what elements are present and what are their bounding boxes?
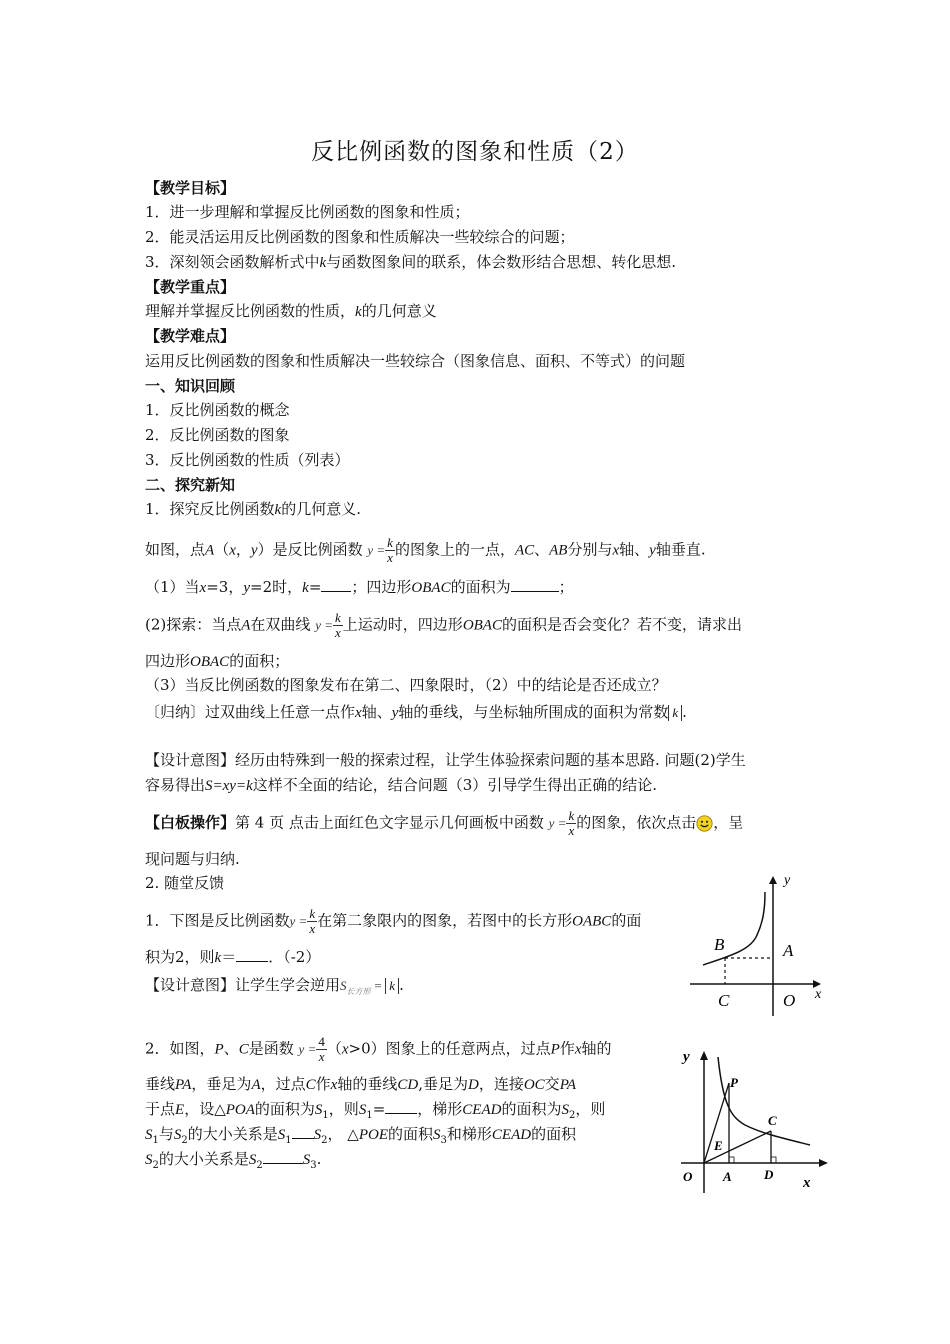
goal-2: 2．能灵活运用反比例函数的图象和性质解决一些较综合的问题； (145, 228, 575, 246)
hyperbola-curve (718, 1057, 810, 1145)
feedback-1-cont: 积为2，则k＝ ．（-2） (145, 948, 321, 966)
fraction-k-over-x: $\frac{k}{x}$ (568, 808, 575, 838)
difficulty-heading: 【教学难点】 (145, 327, 236, 345)
review-item-1: 1．反比例函数的概念 (145, 401, 290, 419)
fig1-label-c: C (718, 991, 730, 1010)
figure-rectangle-oabc (685, 870, 825, 1020)
feedback-2: 2．如图，P、C是函数 y = $\frac{4}{x}$ （x>0）图象上的任意两点，过点P作x轴的 (145, 1034, 612, 1064)
explore-heading: 二、探究新知 (145, 476, 236, 494)
page-title: 反比例函数的图象和性质（2） (311, 139, 639, 165)
figure-poa-cead (673, 1045, 833, 1195)
answer-blank[interactable] (321, 591, 351, 592)
feedback-heading: 2. 随堂反馈 (145, 874, 225, 892)
question-1: （1）当x=3，y=2时，k= ；四边形OBAC的面积为 ； (145, 578, 574, 596)
review-item-2: 2．反比例函数的图象 (145, 426, 290, 444)
question-2: (2)探索：当点A在双曲线 y = $\frac{k}{x}$ 上运动时，四边形OBAC的面积是否会变化？若不变，请求出 (145, 610, 742, 640)
question-3: （3）当反比例函数的图象发布在第二、四象限时，（2）中的结论是否还成立？ (145, 676, 667, 694)
feedback-2-line-3: 于点E，设△POA的面积为$S_1$，则$S_1=$ ，梯形CEAD的面积为$S_2$，则 (145, 1100, 606, 1121)
difficulty-text: 运用反比例函数的图象和性质解决一些较综合（图象信息、面积、不等式）的问题 (145, 352, 686, 370)
fraction-k-over-x: $\frac{k}{x}$ (387, 535, 393, 565)
fig1-label-a: A (783, 941, 794, 960)
feedback-2-line-4: $S_1$与$S_2$的大小关系是$S_1$ $S_2$， △POE的面积$S_3$和梯形CEAD的面积 (145, 1125, 577, 1146)
explore-item-1: 1．探究反比例函数k的几何意义. (145, 500, 361, 518)
fig2-label-e: E (714, 1138, 723, 1153)
design-intent-2: 【设计意图】让学生学会逆用$S_{长方形} = k$ . (145, 976, 404, 996)
fraction-k-over-x: $\frac{k}{x}$ (309, 906, 316, 936)
answer-blank[interactable] (385, 1113, 417, 1114)
fig2-label-a: A (723, 1169, 732, 1184)
review-item-3: 3．反比例函数的性质（列表） (145, 451, 350, 469)
whiteboard-op: 【白板操作】第 4 页 点击上面红色文字显示几何画板中函数 y = $\frac{k}{x}$ 的图象，依次点击 ，呈 (145, 808, 744, 838)
feedback-1: 1．下图是反比例函数y = $\frac{k}{x}$ 在第二象限内的图象，若图中的长方形OABC的面 (145, 906, 642, 936)
fig2-label-p: P (730, 1075, 738, 1090)
fig2-label-d: D (764, 1167, 774, 1182)
question-2-cont: 四边形OBAC的面积； (145, 652, 290, 670)
generalization: 〔归纳〕过双曲线上任意一点作x轴、y轴的垂线，与坐标轴所围成的面积为常数 k . (145, 703, 687, 721)
answer-blank[interactable] (236, 961, 268, 962)
intro-line: 如图，点A（x，y）是反比例函数 y = $\frac{k}{x}$ 的图象上的一点，AC、AB分别与x轴、y轴垂直. (145, 535, 706, 565)
fig2-label-x: x (803, 1175, 811, 1191)
fraction-4-over-x: $\frac{4}{x}$ (318, 1034, 325, 1064)
review-heading: 一、知识回顾 (145, 377, 236, 395)
feedback-2-line-2: 垂线PA，垂足为A，过点C作x轴的垂线CD,垂足为D，连接OC交PA (145, 1075, 577, 1093)
y-axis-arrow-icon (700, 1051, 708, 1060)
right-angle-a (729, 1157, 734, 1163)
smiley-icon[interactable] (696, 815, 713, 832)
fig2-label-c: C (768, 1113, 777, 1128)
feedback-2-line-5: $S_2$的大小关系是$S_2$ $S_3$. (145, 1150, 322, 1171)
y-axis-arrow-icon (769, 876, 777, 884)
segment-ec (729, 1131, 771, 1151)
hyperbola-curve (703, 892, 765, 965)
fig1-label-x: x (815, 987, 822, 1002)
abs-k: k (668, 705, 682, 721)
right-angle-d (771, 1157, 776, 1163)
goals-heading: 【教学目标】 (145, 179, 236, 197)
whiteboard-op-cont: 现问题与归纳. (145, 850, 240, 868)
fig2-label-o: O (683, 1169, 693, 1184)
fig1-label-b: B (714, 935, 725, 954)
goal-3: 3．深刻领会函数解析式中k与函数图象间的联系，体会数形结合思想、转化思想. (145, 253, 676, 271)
answer-blank[interactable] (263, 1163, 303, 1164)
focus-text: 理解并掌握反比例函数的性质，k的几何意义 (145, 302, 437, 320)
design-intent-1-cont: 容易得出S=xy=k这样不全面的结论，结合问题（3）引导学生得出正确的结论. (145, 776, 658, 794)
fig1-label-o: O (783, 991, 796, 1010)
answer-blank[interactable] (292, 1138, 314, 1139)
focus-heading: 【教学重点】 (145, 278, 236, 296)
x-axis-arrow-icon (819, 1159, 828, 1167)
fig1-label-y: y (784, 873, 791, 888)
goal-1: 1．进一步理解和掌握反比例函数的图象和性质； (145, 203, 470, 221)
fig2-label-y: y (683, 1049, 690, 1065)
abs-k: k (385, 978, 399, 994)
answer-blank[interactable] (511, 591, 559, 592)
design-intent-1: 【设计意图】经历由特殊到一般的探索过程，让学生体验探索问题的基本思路. 问题(2)学生 (145, 751, 746, 769)
fraction-k-over-x: $\frac{k}{x}$ (335, 610, 341, 640)
